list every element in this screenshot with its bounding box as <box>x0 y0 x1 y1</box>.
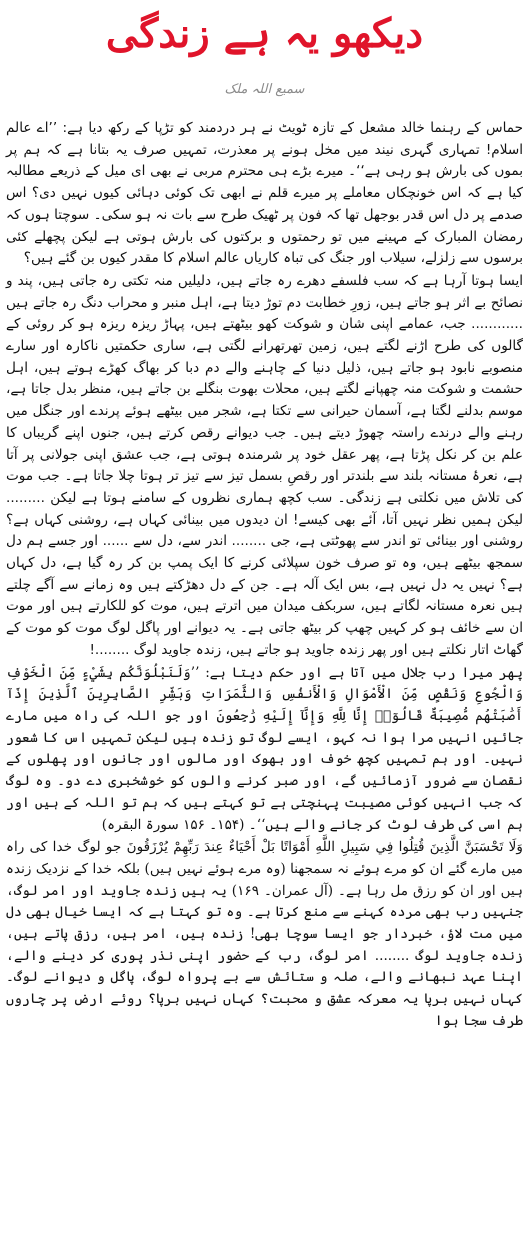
article-paragraph: حماس کے رہنما خالد مشعل کے تازہ ٹویٹ نے ہر دردمند کو تڑپا کے رکھ دیا ہے: ’’اے عالم اسلام! تمہاری گہری نیند میں مخل ہونے پر معذرت، تمہیں صرف یہ بتانا ہے کہ ہم پر بموں کی بارش ہو رہی ہے‘‘۔ میرے بڑے ہی محترم مربی نے بھی ای میل کے ذریعے مطالبہ کیا ہے کہ اس خونچکاں معاملے پر میرے قلم نے ابھی تک کوئی دہائی کیوں نہیں دی؟ اس صدمے پر دل اس قدر بوجھل تھا کہ فون پر ٹھیک طرح سے بات نہ ہو سکی۔ سوچتا ہوں کہ رمضان المبارک کے مہینے میں تو رحمتوں و برکتوں کی بارش ہوتی ہے لیکن پچھلے کئی برسوں سے زلزلے، سیلاب اور جنگ کی تباہ کاریاں عالم اسلام کا مقدر کیوں بن گئے ہیں؟ <box>6 120 523 267</box>
article-title: دیکھو یہ ہے زندگی <box>105 10 424 57</box>
article-paragraph-quran-quote: پھر میرا رب جلال میں آتا ہے اور حکم دیتا ہے: ’’وَلَنَبْلُوَنَّكُم بِشَيْءٍ مِّنَ الْخَوْفِ وَالْجُوعِ وَنَقْصٍ مِّنَ الْأَمْوَالِ وَالْأَنفُسِ وَالثَّمَرَاتِ وَبَشِّرِ الصَّابِرِينَ ٱلَّذِينَ إِذَآ أَصَٰبَتْهُم مُّصِيبَةٌ قَالُوٓا۟ إِنَّا لِلَّهِ وَإِنَّآ إِلَيْهِ رَٰجِعُونَ اور جو اللہ کی راہ میں مارے جائیں انہیں مرا ہوا نہ کہو، ایسے لوگ تو زندہ ہیں لیکن تمہیں اس کا شعور نہیں۔ اور ہم تمہیں کچھ خوف اور بھوک اور مالوں اور جانوں اور پھلوں کے نقصان سے ضرور آزمائیں گے، اور صبر کرنے والوں کو خوشخبری دے دو۔ وہ لوگ کہ جب انہیں کوئی مصیبت پہنچتی ہے تو کہتے ہیں کہ ہم تو اللہ کے ہیں اور ہم اسی کی طرف لوٹ کر جانے والے ہیں‘‘۔ (۱۵۴۔ ۱۵۶ سورۃ البقرہ) <box>6 664 523 833</box>
article-body <box>6 118 523 1034</box>
article-paragraph-quran-quote: وَلَا تَحْسَبَنَّ الَّذِينَ قُتِلُوا فِي سَبِيلِ اللَّهِ أَمْوَاتًا بَلْ أَحْيَاءٌ عِندَ رَبِّهِمْ يُرْزَقُونَ جو لوگ خدا کی راہ میں مارے گئے ان کو مرے ہوئے نہ سمجھنا (وہ مرے ہوئے نہیں ہیں) بلکہ خدا کے نزدیک زندہ ہیں اور ان کو رزق مل رہا ہے۔ (آل عمران۔ ۱۶۹) یہ ہیں زندہ جاوید اور امر لوگ، جنہیں رب بھی مردہ کہنے سے منع کرتا ہے۔ وہ تو کہتا ہے کہ ایسا خیال بھی دل میں مت لاؤ، خبردار جو ایسا سوچا بھی! زندہ ہیں، امر ہیں، رزق پاتے ہیں، زندہ جاوید لوگ ........ امر لوگ، رب کے حضور اپنی نذر پوری کر دینے والے، اپنا عہد نبھانے والے، صلہ و ستائش سے بے پرواہ لوگ، پاگل و دیوانے لوگ۔ کہاں نہیں برپا یہ معرکہ عشق و محبت؟ کہاں نہیں برپا؟ روئے ارض پر چاروں طرف سجا ہوا <box>6 839 523 1029</box>
article-paragraph: ایسا ہوتا آرہا ہے کہ سب فلسفے دھرے رہ جاتے ہیں، دلیلیں منہ تکتی رہ جاتی ہیں، پند و نصائح بے اثر ہو جاتے ہیں، زورِ خطابت دم توڑ دیتا ہے، اہل منبر و محراب دنگ رہ جاتے ہیں ............ جب، عمامے اپنی شان و شوکت کھو بیٹھتے ہیں، پہاڑ ریزہ ریزہ ہو کر روئی کے گالوں کی طرح اڑنے لگتے ہیں، زمین تھرتھرانے لگتی ہے، ساری حکمتیں ناکارہ اور سارے منصوبے نابود ہو جاتے ہیں، ذلیل دنیا کے چاہنے والے دم دبا کر بھاگ کھڑے ہوتے ہیں، اہل حشمت و شوکت منہ چھپانے لگتے ہیں، محلات بھوت بنگلے بن جاتے ہیں، منظر بدل جاتا ہے، موسم بدلنے لگتا ہے، آسمان حیرانی سے تکتا ہے، شجر میں بیٹھے ہوئے پرندے اور جنگل میں رہنے والے درندے راستہ چھوڑ دیتے ہیں۔ جب دیوانے رقص کرتے ہیں، جنوں اپنے گریباں کا علم بن کر نکل پڑتا ہے، پھر عقل خود پر شرمندہ ہوتی ہے، جب عشق اپنی جولانی پر آتا ہے، نعرۂ مستانہ بلند سے بلندتر اور رقصِ بسمل تیز سے تیز تر ہوتا چلا جاتا ہے۔ جب موت کی تلاش میں نکلتی ہے زندگی۔ سب کچھ ہماری نظروں کے سامنے ہوتا ہے لیکن ......... لیکن ہمیں نظر نہیں آتا، آئے بھی کیسے! ان دیدوں میں بینائی کہاں ہے، روشنی کہاں ہے؟ روشنی اور بینائی تو اندر سے پھوٹتی ہے، جی ........ اندر سے، دل سے ...... اور جسے ہم دل سمجھ بیٹھے ہیں، وہ تو صرف خون سپلائی کرنے کا ایک پمپ بن کر رہ گیا ہے، دل کہاں ہے؟ نہیں یہ دل نہیں ہے، بس ایک آلہ ہے۔ جن کے دل دھڑکتے ہیں وہ زمانے سے آگے چلتے ہیں نعرہ مستانہ لگاتے ہیں، سربکف میدان میں اترتے ہیں، موت کو للکارتے ہیں اور موت ان سے خائف ہو کر کہیں چھپ کر بیٹھ جاتی ہے۔ یہ دیوانے اور پاگل لوگ موت کو موت کے گھاٹ اتار نکلتے ہیں اور پھر زندہ جاوید ہو جاتے ہیں، زندہ جاوید لوگ ........! <box>6 272 523 658</box>
author-byline: سمیع اللہ ملک <box>224 82 305 97</box>
